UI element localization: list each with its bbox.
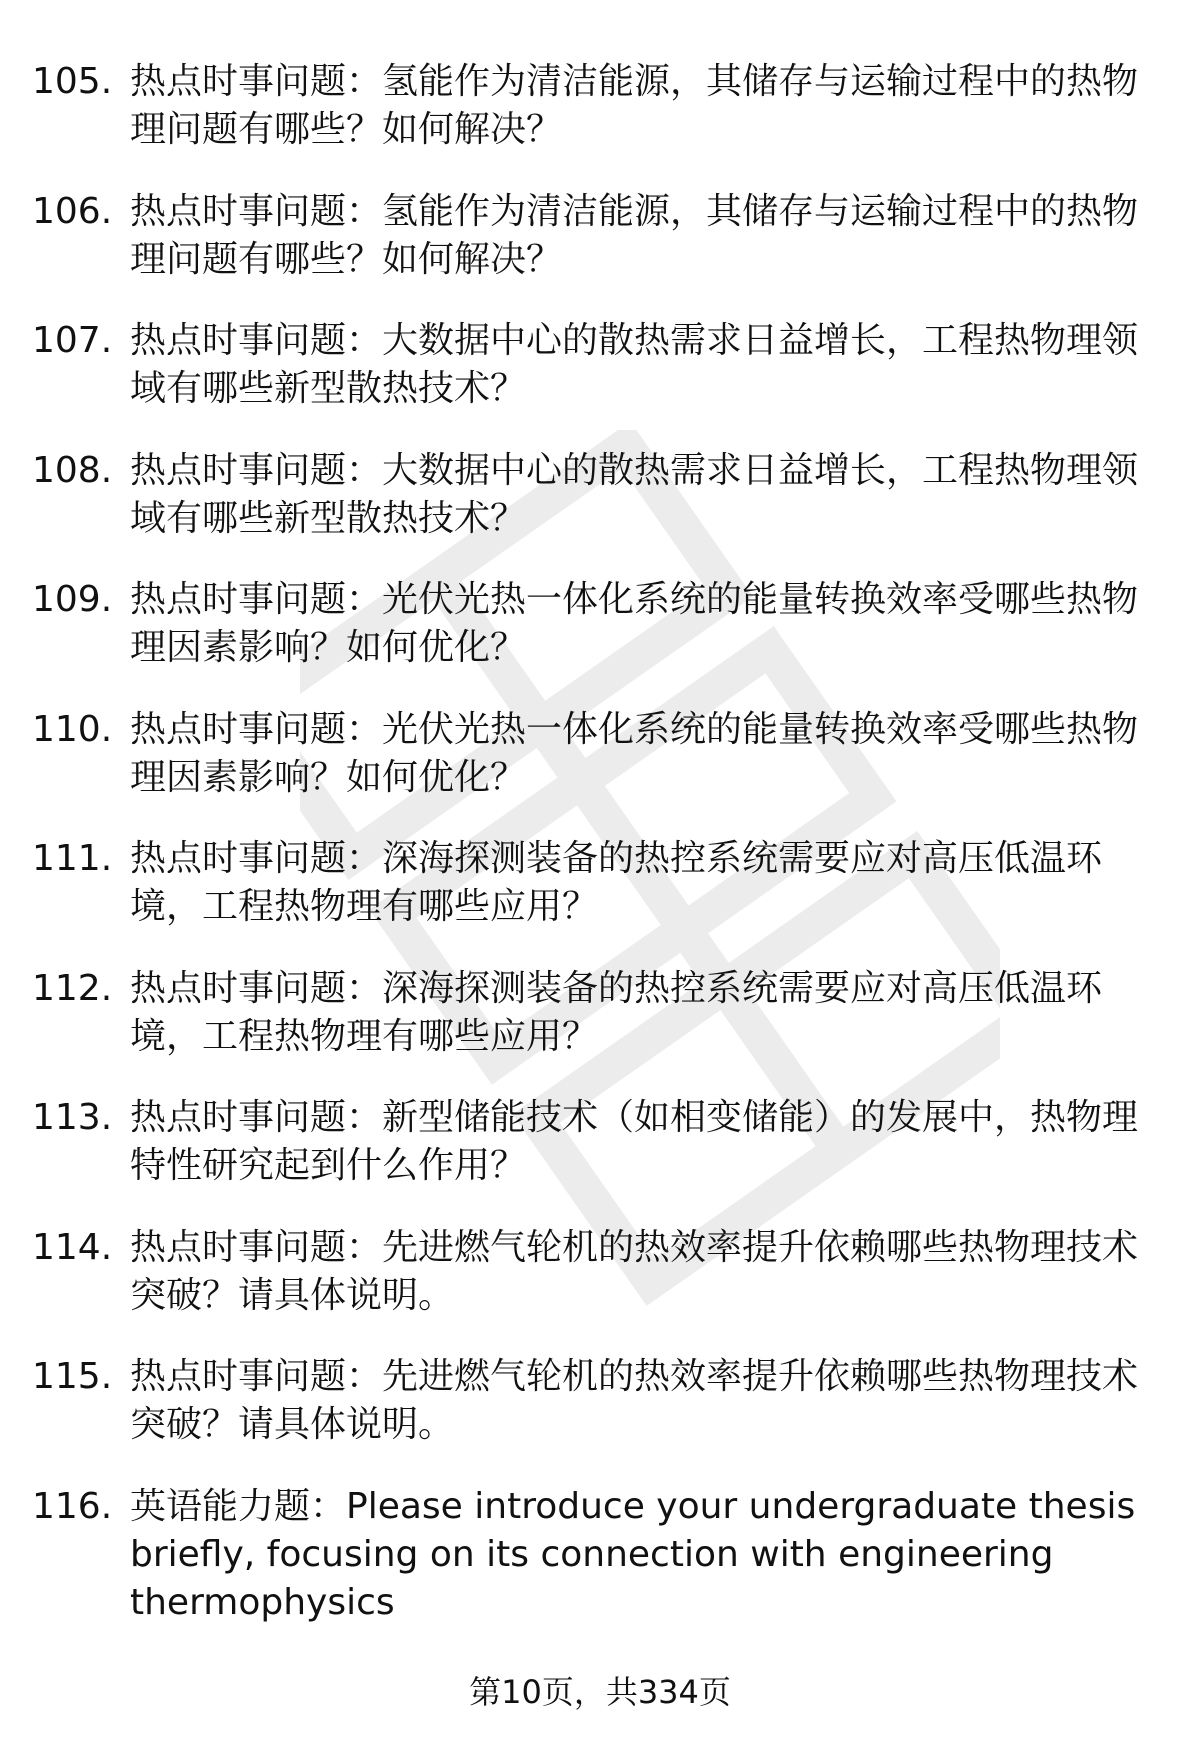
question-item — [0, 1224, 1200, 1320]
question-text: 热点时事问题：氢能作为清洁能源，其储存与运输过程中的热物理问题有哪些？如何解决？ — [130, 190, 1139, 280]
question-text: 热点时事问题：深海探测装备的热控系统需要应对高压低温环境，工程热物理有哪些应用？ — [130, 838, 1103, 927]
question-text: 热点时事问题：深海探测装备的热控系统需要应对高压低温环境，工程热物理有哪些应用？ — [130, 967, 1103, 1057]
question-number: 108. — [32, 449, 113, 491]
question-text: 热点时事问题：光伏光热一体化系统的能量转换效率受哪些热物理因素影响？如何优化？ — [130, 708, 1139, 798]
question-text: 热点时事问题：先进燃气轮机的热效率提升依赖哪些热物理技术突破？请具体说明。 — [130, 1356, 1139, 1445]
question-text: 热点时事问题：先进燃气轮机的热效率提升依赖哪些热物理技术突破？请具体说明。 — [130, 1226, 1139, 1316]
question-number: 112. — [32, 967, 113, 1009]
question-item — [0, 835, 1200, 931]
question-item — [0, 58, 1200, 154]
question-number: 113. — [32, 1097, 113, 1138]
question-number: 114. — [32, 1226, 113, 1268]
question-number: 116. — [32, 1485, 113, 1527]
page-footer: 第10页，共334页 — [469, 1673, 731, 1711]
question-item — [0, 447, 1200, 543]
question-item — [0, 317, 1200, 413]
question-text: 热点时事问题：光伏光热一体化系统的能量转换效率受哪些热物理因素影响？如何优化？ — [130, 579, 1139, 668]
question-number: 106. — [32, 190, 113, 232]
question-number: 115. — [32, 1356, 113, 1397]
question-item — [0, 965, 1200, 1061]
question-item — [0, 1353, 1200, 1449]
question-list — [0, 58, 1200, 1660]
question-item — [0, 706, 1200, 802]
question-text: 热点时事问题：大数据中心的散热需求日益增长，工程热物理领域有哪些新型散热技术？ — [130, 449, 1139, 539]
question-number: 107. — [32, 320, 113, 361]
question-number: 110. — [32, 708, 113, 750]
question-text: 热点时事问题：氢能作为清洁能源，其储存与运输过程中的热物理问题有哪些？如何解决？ — [130, 61, 1139, 150]
question-number: 109. — [32, 579, 113, 620]
question-number: 111. — [32, 838, 113, 879]
question-item — [0, 1483, 1200, 1627]
question-item — [0, 1094, 1200, 1190]
question-item — [0, 188, 1200, 284]
question-number: 105. — [32, 61, 113, 102]
question-text: 热点时事问题：大数据中心的散热需求日益增长，工程热物理领域有哪些新型散热技术？ — [130, 320, 1139, 409]
question-text: 英语能力题：Please introduce your undergraduate thesis briefly, focusing on its connection with engineering thermophysics — [130, 1485, 1136, 1623]
question-item — [0, 576, 1200, 672]
question-text: 热点时事问题：新型储能技术（如相变储能）的发展中，热物理特性研究起到什么作用？ — [130, 1097, 1139, 1186]
